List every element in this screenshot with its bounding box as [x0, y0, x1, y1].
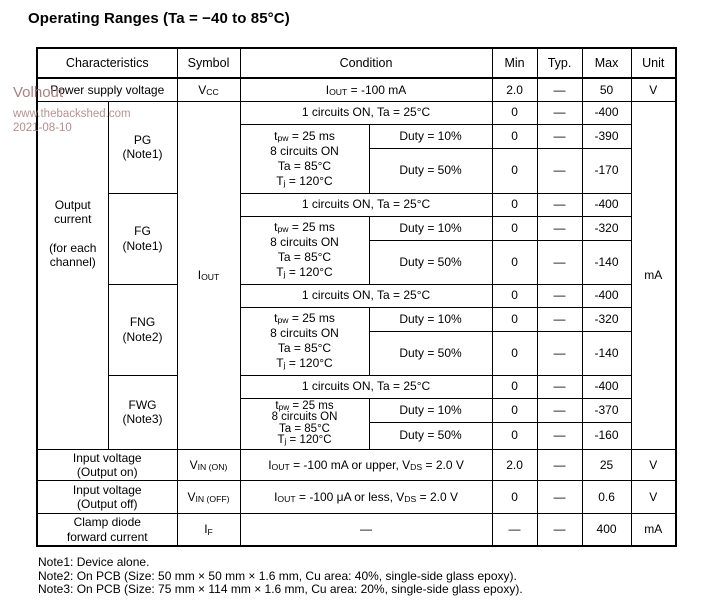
fwg-multi-condition: $t_{pw} = 25$ ms 8 circuits ON Ta = 85°C $T_j = 120^\circ C$	[240, 398, 369, 449]
col-header-typ: Typ.	[537, 48, 582, 78]
fg-duty10-typ: —	[537, 216, 582, 240]
table-row	[37, 101, 676, 124]
pg-duty10-typ: —	[537, 124, 582, 148]
fng-single-condition: 1 circuits ON, Ta = 25°C	[240, 284, 492, 307]
fng-duty10-typ: —	[537, 307, 582, 331]
vcc-characteristic: Power supply voltage	[37, 78, 177, 101]
vin-off-condition: $I_{OUT} = -100$ μA or less, $V_{DS} = 2.0$ V	[240, 480, 492, 513]
watermark-date: 2021-08-10	[13, 122, 72, 134]
fng-duty50-typ: —	[537, 331, 582, 375]
col-header-characteristics: Characteristics	[37, 48, 177, 78]
if-min: —	[492, 513, 537, 546]
pg-multi-condition: $t_{pw} = 25$ ms 8 circuits ON Ta = 85°C $T_j = 120^\circ C$	[240, 124, 369, 193]
pg-duty50-typ: —	[537, 148, 582, 193]
vin-on-typ: —	[537, 449, 582, 480]
col-header-max: Max	[582, 48, 631, 78]
fng-single-min: 0	[492, 284, 537, 307]
table-row	[37, 284, 676, 307]
footnote-3: Note3: On PCB (Size: 75 mm × 114 mm × 1.6 mm, Cu area: 20%, single-side glass epoxy).	[38, 582, 523, 596]
pg-duty50-max: -170	[582, 148, 631, 193]
fwg-single-min: 0	[492, 375, 537, 398]
fng-duty50-min: 0	[492, 331, 537, 375]
fng-single-typ: —	[537, 284, 582, 307]
pg-duty50-condition: Duty = 50%	[369, 148, 492, 193]
fng-multi-condition: $t_{pw} = 25$ ms 8 circuits ON Ta = 85°C $T_j = 120^\circ C$	[240, 307, 369, 375]
fng-duty50-condition: Duty = 50%	[369, 331, 492, 375]
fg-duty50-max: -140	[582, 240, 631, 284]
col-header-condition: Condition	[240, 48, 492, 78]
pg-single-min: 0	[492, 101, 537, 124]
page-title: Operating Ranges (Ta = −40 to 85°C)	[28, 10, 290, 27]
fwg-label: FWG (Note3)	[108, 375, 177, 449]
footnote-2: Note2: On PCB (Size: 50 mm × 50 mm × 1.6 mm, Cu area: 40%, single-side glass epoxy).	[38, 568, 517, 583]
col-header-symbol: Symbol	[177, 48, 240, 78]
if-symbol: $I_F$	[177, 513, 240, 546]
vin-on-condition: $I_{OUT} = -100$ mA or upper, $V_{DS} = 2.0$ V	[240, 449, 492, 480]
operating-ranges-table	[36, 47, 677, 547]
watermark-site: www.thebackshed.com	[13, 108, 131, 120]
if-unit: mA	[631, 513, 676, 546]
vin-on-min: 2.0	[492, 449, 537, 480]
fwg-single-condition: 1 circuits ON, Ta = 25°C	[240, 375, 492, 398]
pg-duty10-condition: Duty = 10%	[369, 124, 492, 148]
fg-duty50-condition: Duty = 50%	[369, 240, 492, 284]
table-row	[37, 513, 676, 546]
footnotes	[38, 556, 523, 597]
col-header-unit: Unit	[631, 48, 676, 78]
pg-single-condition: 1 circuits ON, Ta = 25°C	[240, 101, 492, 124]
vcc-min: 2.0	[492, 78, 537, 101]
fg-single-typ: —	[537, 193, 582, 216]
fg-duty50-min: 0	[492, 240, 537, 284]
fng-duty10-min: 0	[492, 307, 537, 331]
fng-single-max: -400	[582, 284, 631, 307]
fg-duty50-typ: —	[537, 240, 582, 284]
vin-off-typ: —	[537, 480, 582, 513]
pg-duty10-max: -390	[582, 124, 631, 148]
vin-on-unit: V	[631, 449, 676, 480]
fg-single-condition: 1 circuits ON, Ta = 25°C	[240, 193, 492, 216]
fwg-duty50-typ: —	[537, 422, 582, 449]
footnote-1: Note1: Device alone.	[38, 555, 150, 569]
vin-off-unit: V	[631, 480, 676, 513]
fg-single-max: -400	[582, 193, 631, 216]
fng-label: FNG (Note2)	[108, 284, 177, 375]
vin-on-characteristic: Input voltage (Output on)	[37, 449, 177, 480]
fwg-duty10-typ: —	[537, 398, 582, 422]
if-characteristic: Clamp diode forward current	[37, 513, 177, 546]
fwg-duty50-min: 0	[492, 422, 537, 449]
watermark-username: Volhout	[13, 84, 64, 101]
if-condition: —	[240, 513, 492, 546]
vin-off-min: 0	[492, 480, 537, 513]
fg-label: FG (Note1)	[108, 193, 177, 284]
vcc-symbol: $V_{CC}$	[177, 78, 240, 101]
if-typ: —	[537, 513, 582, 546]
fng-duty10-max: -320	[582, 307, 631, 331]
vin-on-max: 25	[582, 449, 631, 480]
table-row	[37, 449, 676, 480]
vin-off-characteristic: Input voltage (Output off)	[37, 480, 177, 513]
iout-symbol: $I_{OUT}$	[177, 101, 240, 449]
vcc-max: 50	[582, 78, 631, 101]
table-row	[37, 193, 676, 216]
fng-duty50-max: -140	[582, 331, 631, 375]
fg-multi-condition: $t_{pw} = 25$ ms 8 circuits ON Ta = 85°C $T_j = 120^\circ C$	[240, 216, 369, 284]
pg-duty10-min: 0	[492, 124, 537, 148]
pg-duty50-min: 0	[492, 148, 537, 193]
iout-characteristic: Output current (for each channel)	[37, 101, 108, 449]
header-row	[37, 48, 676, 78]
vcc-unit: V	[631, 78, 676, 101]
fg-single-min: 0	[492, 193, 537, 216]
fwg-single-max: -400	[582, 375, 631, 398]
fg-duty10-max: -320	[582, 216, 631, 240]
fwg-duty50-condition: Duty = 50%	[369, 422, 492, 449]
vin-off-max: 0.6	[582, 480, 631, 513]
fwg-duty10-condition: Duty = 10%	[369, 398, 492, 422]
pg-label: PG (Note1)	[108, 101, 177, 193]
table-row	[37, 78, 676, 101]
fg-duty10-condition: Duty = 10%	[369, 216, 492, 240]
if-max: 400	[582, 513, 631, 546]
vin-off-symbol: $V_{IN (OFF)}$	[177, 480, 240, 513]
pg-single-typ: —	[537, 101, 582, 124]
fg-duty10-min: 0	[492, 216, 537, 240]
fwg-duty50-max: -160	[582, 422, 631, 449]
fwg-duty10-max: -370	[582, 398, 631, 422]
fwg-duty10-min: 0	[492, 398, 537, 422]
table-row	[37, 375, 676, 398]
iout-unit: mA	[631, 101, 676, 449]
table-row	[37, 480, 676, 513]
col-header-min: Min	[492, 48, 537, 78]
vin-on-symbol: $V_{IN (ON)}$	[177, 449, 240, 480]
fng-duty10-condition: Duty = 10%	[369, 307, 492, 331]
vcc-typ: —	[537, 78, 582, 101]
pg-single-max: -400	[582, 101, 631, 124]
vcc-condition: $I_{OUT} = -100$ mA	[240, 78, 492, 101]
fwg-single-typ: —	[537, 375, 582, 398]
